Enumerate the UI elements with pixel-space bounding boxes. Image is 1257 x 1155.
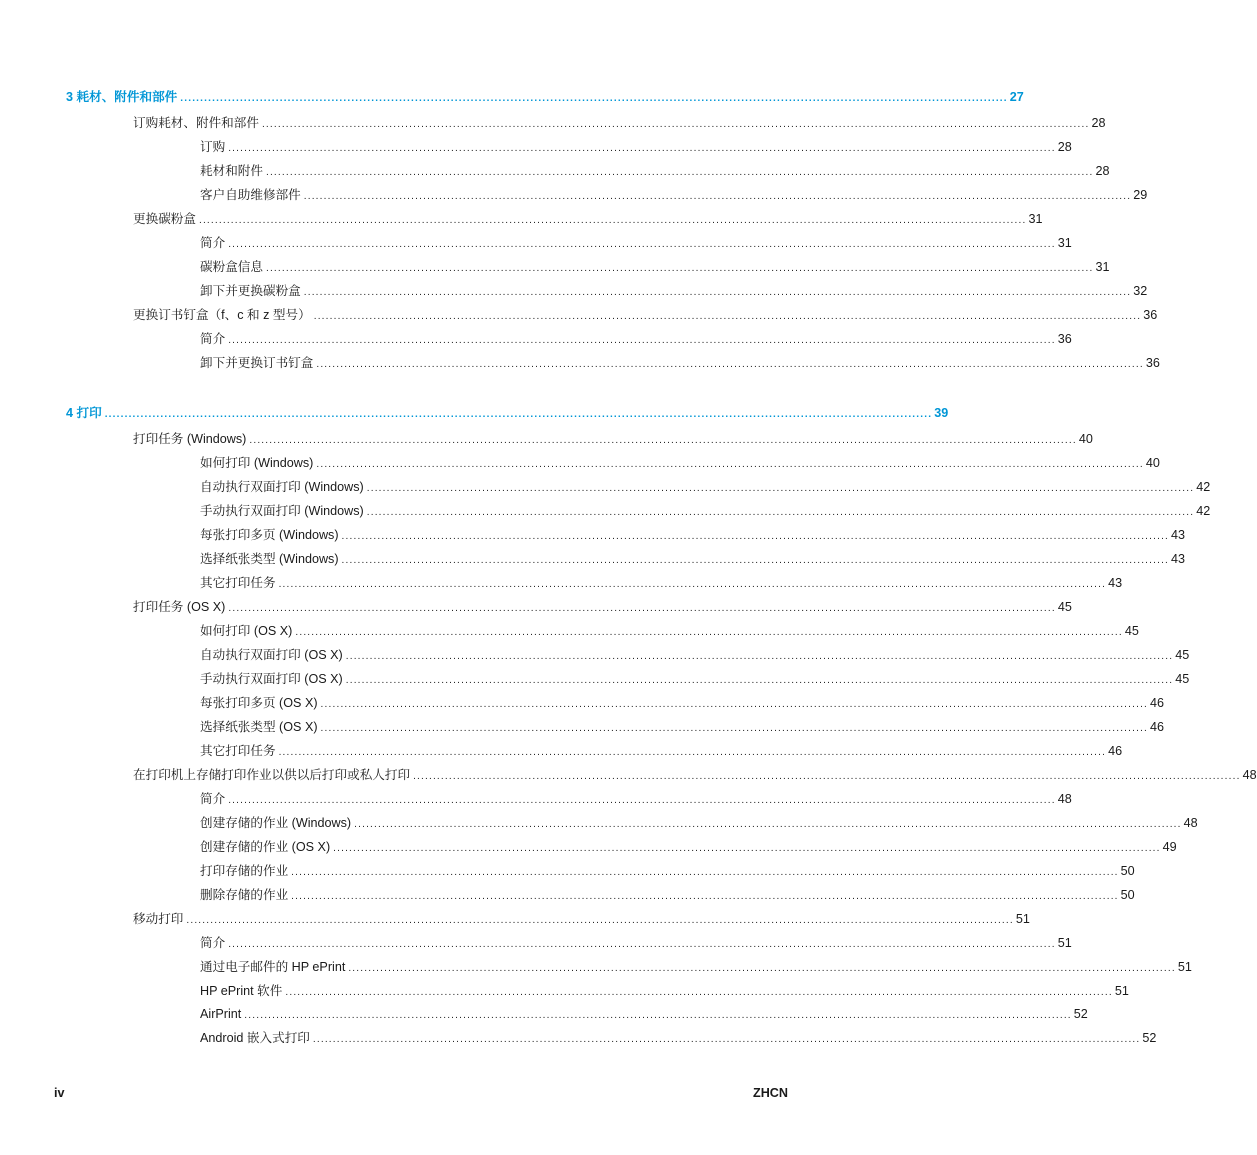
dot-leader: ................................................................................................................................................................................................................ bbox=[345, 651, 1174, 662]
dot-leader: ................................................................................................................................................................................................................ bbox=[316, 359, 1144, 370]
dot-leader: ................................................................................................................................................................................................................ bbox=[333, 843, 1161, 854]
dot-leader: ................................................................................................................................................................................................................ bbox=[291, 891, 1119, 902]
dot-leader: ................................................................................................................................................................................................................ bbox=[320, 723, 1149, 734]
dot-leader: ................................................................................................................................................................................................................ bbox=[291, 867, 1119, 878]
toc-page-number: 49 bbox=[1162, 840, 1177, 854]
toc-entry[interactable] bbox=[200, 623, 1139, 639]
toc-entry-label: AirPrint bbox=[200, 1007, 242, 1021]
dot-leader: ................................................................................................................................................................................................................ bbox=[104, 409, 933, 420]
toc-page-number: 46 bbox=[1150, 696, 1165, 710]
toc-page-number: 48 bbox=[1242, 768, 1257, 782]
toc-entry-label: 简介 bbox=[200, 332, 226, 346]
dot-leader: ................................................................................................................................................................................................................ bbox=[228, 143, 1056, 154]
dot-leader: ................................................................................................................................................................................................................ bbox=[316, 459, 1144, 470]
dot-leader: ................................................................................................................................................................................................................ bbox=[228, 939, 1056, 950]
toc-entry[interactable] bbox=[200, 455, 1160, 471]
dot-leader: ................................................................................................................................................................................................................ bbox=[366, 483, 1195, 494]
toc-entry-label: 订购耗材、附件和部件 bbox=[133, 116, 259, 130]
toc-entry-label: 手动执行双面打印 (Windows) bbox=[200, 504, 364, 518]
toc-page-number: 28 bbox=[1091, 116, 1106, 130]
toc-entry[interactable] bbox=[200, 935, 1072, 951]
toc-entry[interactable] bbox=[200, 719, 1165, 735]
toc-entry[interactable] bbox=[200, 815, 1198, 831]
dot-leader: ................................................................................................................................................................................................................ bbox=[413, 771, 1241, 782]
dot-leader: ................................................................................................................................................................................................................ bbox=[249, 435, 1077, 446]
toc-page-number: 39 bbox=[934, 406, 949, 420]
toc-entry[interactable] bbox=[133, 599, 1072, 615]
toc-entry-label: 碳粉盒信息 bbox=[200, 260, 263, 274]
toc-page-number: 52 bbox=[1073, 1007, 1088, 1021]
dot-leader: ................................................................................................................................................................................................................ bbox=[285, 987, 1113, 998]
dot-leader: ................................................................................................................................................................................................................ bbox=[341, 555, 1170, 566]
dot-leader: ................................................................................................................................................................................................................ bbox=[303, 287, 1132, 298]
toc-entry[interactable] bbox=[200, 283, 1148, 299]
toc-page-number: 45 bbox=[1175, 648, 1190, 662]
toc-entry[interactable] bbox=[200, 647, 1190, 663]
toc-entry-label: 耗材和附件 bbox=[200, 164, 263, 178]
dot-leader: ................................................................................................................................................................................................................ bbox=[278, 579, 1107, 590]
dot-leader: ................................................................................................................................................................................................................ bbox=[180, 93, 1008, 104]
toc-page-number: 40 bbox=[1145, 456, 1160, 470]
dot-leader: ................................................................................................................................................................................................................ bbox=[198, 215, 1027, 226]
toc-entry[interactable] bbox=[200, 575, 1123, 591]
toc-entry-label: 其它打印任务 bbox=[200, 576, 276, 590]
toc-entry-label: 创建存储的作业 (OS X) bbox=[200, 840, 331, 854]
toc-entry[interactable] bbox=[200, 355, 1160, 371]
dot-leader: ................................................................................................................................................................................................................ bbox=[265, 167, 1094, 178]
toc-page-number: 51 bbox=[1015, 912, 1030, 926]
toc-entry[interactable] bbox=[200, 1006, 1088, 1022]
toc-page-number: 31 bbox=[1028, 212, 1043, 226]
toc-entry-label: 更换订书钉盒（f、c 和 z 型号） bbox=[133, 308, 311, 322]
toc-page-number: 46 bbox=[1108, 744, 1123, 758]
toc-page-number: 42 bbox=[1196, 504, 1211, 518]
toc-page-number: 43 bbox=[1108, 576, 1123, 590]
toc-entry-label: 每张打印多页 (OS X) bbox=[200, 696, 318, 710]
toc-entry[interactable] bbox=[200, 671, 1190, 687]
toc-page-number: 31 bbox=[1057, 236, 1072, 250]
toc-entry-label: 手动执行双面打印 (OS X) bbox=[200, 672, 343, 686]
dot-leader: ................................................................................................................................................................................................................ bbox=[186, 915, 1014, 926]
toc-entry-label: 订购 bbox=[200, 140, 226, 154]
toc-entry-label: 删除存储的作业 bbox=[200, 888, 289, 902]
toc-entry[interactable] bbox=[200, 863, 1135, 879]
toc-entry[interactable] bbox=[200, 959, 1192, 975]
toc-entry-label: 如何打印 (OS X) bbox=[200, 624, 293, 638]
toc-page-number: 28 bbox=[1095, 164, 1110, 178]
dot-leader: ................................................................................................................................................................................................................ bbox=[348, 963, 1176, 974]
dot-leader: ................................................................................................................................................................................................................ bbox=[366, 507, 1195, 518]
dot-leader: ................................................................................................................................................................................................................ bbox=[265, 263, 1094, 274]
toc-chapter-label: 4 打印 bbox=[66, 406, 102, 420]
toc-entry[interactable] bbox=[133, 911, 1030, 927]
toc-page-number: 48 bbox=[1057, 792, 1072, 806]
toc-chapter-3[interactable] bbox=[66, 89, 1024, 105]
toc-chapter-4[interactable] bbox=[66, 405, 949, 421]
toc-entry[interactable] bbox=[200, 187, 1148, 203]
toc-page-number: 46 bbox=[1150, 720, 1165, 734]
dot-leader: ................................................................................................................................................................................................................ bbox=[345, 675, 1174, 686]
toc-page-number: 48 bbox=[1183, 816, 1198, 830]
toc-entry-label: 创建存储的作业 (Windows) bbox=[200, 816, 352, 830]
toc-entry[interactable] bbox=[200, 1030, 1157, 1046]
toc-entry-label: 自动执行双面打印 (Windows) bbox=[200, 480, 364, 494]
toc-page-number: 27 bbox=[1009, 90, 1024, 104]
toc-entry-label: Android 嵌入式打印 bbox=[200, 1031, 310, 1045]
dot-leader: ................................................................................................................................................................................................................ bbox=[228, 795, 1056, 806]
toc-page-number: 36 bbox=[1143, 308, 1158, 322]
toc-page-number: 52 bbox=[1142, 1031, 1157, 1045]
dot-leader: ................................................................................................................................................................................................................ bbox=[313, 311, 1142, 322]
toc-entry[interactable] bbox=[133, 767, 1257, 783]
toc-entry[interactable] bbox=[200, 235, 1072, 251]
toc-entry[interactable] bbox=[200, 983, 1129, 999]
dot-leader: ................................................................................................................................................................................................................ bbox=[312, 1034, 1141, 1045]
toc-entry-label: 卸下并更换订书钉盒 bbox=[200, 356, 314, 370]
toc-entry[interactable] bbox=[200, 479, 1211, 495]
toc-entry-label: 通过电子邮件的 HP ePrint bbox=[200, 960, 346, 974]
toc-page-number: 50 bbox=[1120, 888, 1135, 902]
toc-entry-label: 客户自助维修部件 bbox=[200, 188, 301, 202]
toc-entry[interactable] bbox=[200, 695, 1165, 711]
toc-entry[interactable] bbox=[200, 163, 1110, 179]
toc-entry[interactable] bbox=[200, 139, 1072, 155]
toc-entry[interactable] bbox=[200, 743, 1123, 759]
toc-entry[interactable] bbox=[200, 887, 1135, 903]
toc-entry[interactable] bbox=[133, 307, 1158, 323]
toc-entry[interactable] bbox=[200, 839, 1177, 855]
toc-entry[interactable] bbox=[133, 211, 1043, 227]
toc-chapter-label: 3 耗材、附件和部件 bbox=[66, 90, 178, 104]
dot-leader: ................................................................................................................................................................................................................ bbox=[261, 119, 1090, 130]
toc-page-number: 42 bbox=[1196, 480, 1211, 494]
toc-page-number: 45 bbox=[1057, 600, 1072, 614]
toc-page-number: 45 bbox=[1175, 672, 1190, 686]
dot-leader: ................................................................................................................................................................................................................ bbox=[295, 627, 1123, 638]
toc-entry-label: 在打印机上存储打印作业以供以后打印或私人打印 bbox=[133, 768, 411, 782]
toc-entry[interactable] bbox=[133, 115, 1106, 131]
toc-entry-label: 移动打印 bbox=[133, 912, 184, 926]
toc-entry-label: 卸下并更换碳粉盒 bbox=[200, 284, 301, 298]
toc-entry-label: 自动执行双面打印 (OS X) bbox=[200, 648, 343, 662]
toc-entry[interactable] bbox=[200, 551, 1186, 567]
toc-entry-label: 其它打印任务 bbox=[200, 744, 276, 758]
toc-entry[interactable] bbox=[200, 331, 1072, 347]
toc-entry-label: 选择纸张类型 (OS X) bbox=[200, 720, 318, 734]
toc-page-number: 29 bbox=[1133, 188, 1148, 202]
dot-leader: ................................................................................................................................................................................................................ bbox=[244, 1010, 1072, 1021]
toc-entry-label: 打印任务 (Windows) bbox=[133, 432, 247, 446]
toc-entry-label: 简介 bbox=[200, 936, 226, 950]
dot-leader: ................................................................................................................................................................................................................ bbox=[320, 699, 1149, 710]
toc-entry[interactable] bbox=[200, 791, 1072, 807]
dot-leader: ................................................................................................................................................................................................................ bbox=[341, 531, 1170, 542]
toc-entry[interactable] bbox=[200, 527, 1186, 543]
toc-page-number: 28 bbox=[1057, 140, 1072, 154]
toc-entry-label: 选择纸张类型 (Windows) bbox=[200, 552, 339, 566]
toc-entry-label: HP ePrint 软件 bbox=[200, 984, 283, 998]
toc-entry-label: 更换碳粉盒 bbox=[133, 212, 196, 226]
toc-page-number: 40 bbox=[1078, 432, 1093, 446]
toc-page-number: 50 bbox=[1120, 864, 1135, 878]
toc-entry[interactable] bbox=[133, 431, 1093, 447]
toc-page-number: 43 bbox=[1171, 528, 1186, 542]
dot-leader: ................................................................................................................................................................................................................ bbox=[228, 239, 1056, 250]
dot-leader: ................................................................................................................................................................................................................ bbox=[228, 335, 1056, 346]
toc-page-number: 51 bbox=[1057, 936, 1072, 950]
dot-leader: ................................................................................................................................................................................................................ bbox=[228, 603, 1056, 614]
toc-entry-label: 打印任务 (OS X) bbox=[133, 600, 226, 614]
toc-page-number: 32 bbox=[1133, 284, 1148, 298]
dot-leader: ................................................................................................................................................................................................................ bbox=[303, 191, 1132, 202]
toc-page-number: 36 bbox=[1145, 356, 1160, 370]
toc-entry[interactable] bbox=[200, 259, 1110, 275]
toc-page-number: 36 bbox=[1057, 332, 1072, 346]
toc-page-number: 43 bbox=[1171, 552, 1186, 566]
toc-entry-label: 简介 bbox=[200, 792, 226, 806]
toc-entry[interactable] bbox=[200, 503, 1211, 519]
toc-entry-label: 每张打印多页 (Windows) bbox=[200, 528, 339, 542]
dot-leader: ................................................................................................................................................................................................................ bbox=[278, 747, 1107, 758]
page-number-footer: iv bbox=[54, 1086, 65, 1100]
toc-page-number: 51 bbox=[1114, 984, 1129, 998]
toc-page-number: 45 bbox=[1124, 624, 1139, 638]
toc-entry-label: 简介 bbox=[200, 236, 226, 250]
toc-page-number: 31 bbox=[1095, 260, 1110, 274]
language-code-footer: ZHCN bbox=[753, 1086, 788, 1100]
toc-entry-label: 打印存储的作业 bbox=[200, 864, 289, 878]
toc-page-number: 51 bbox=[1177, 960, 1192, 974]
dot-leader: ................................................................................................................................................................................................................ bbox=[354, 819, 1182, 830]
toc-entry-label: 如何打印 (Windows) bbox=[200, 456, 314, 470]
